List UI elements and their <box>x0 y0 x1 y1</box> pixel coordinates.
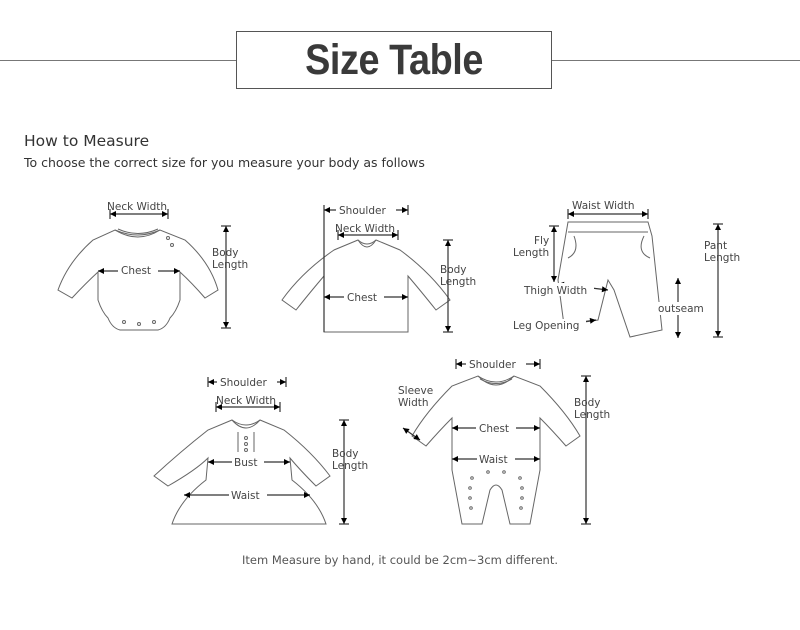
romper-outline <box>412 376 580 524</box>
romper-length-label: Length <box>574 409 611 421</box>
romper-chest-label: Chest <box>479 423 510 435</box>
bodysuit-chest-label: Chest <box>121 265 152 277</box>
how-to-measure-subtitle: To choose the correct size for you measure your body as follows <box>24 155 425 170</box>
tshirt-length-label: Length <box>440 276 477 288</box>
romper-width-label: Width <box>398 397 429 409</box>
dress-body-label: Body <box>332 448 359 460</box>
dress-outline <box>154 420 330 524</box>
tshirt-chest-label: Chest <box>347 292 378 304</box>
dress-waist-label: Waist <box>231 490 260 502</box>
pants-pant-label: Pant <box>704 240 728 252</box>
dress-body-length-arrow <box>339 420 349 524</box>
bodysuit-neck-width-label: Neck Width <box>107 201 168 213</box>
pants-thigh-width-label: Thigh Width <box>524 285 588 297</box>
romper-waist-label: Waist <box>479 454 508 466</box>
pants-fly-length-arrow <box>549 226 559 282</box>
pants-waist-width-label: Waist Width <box>572 200 635 212</box>
pants-pant-length-label: Length <box>704 252 741 264</box>
dress-bust-label: Bust <box>234 457 258 469</box>
tshirt-shoulder-label: Shoulder <box>339 205 386 217</box>
pants-fly-label: Fly <box>534 235 550 247</box>
romper-figure <box>398 357 610 524</box>
how-to-measure-heading: How to Measure <box>24 132 150 150</box>
dress-shoulder-label: Shoulder <box>220 377 267 389</box>
bodysuit-outline <box>58 229 218 330</box>
tshirt-figure <box>282 203 476 332</box>
tshirt-outline <box>282 240 450 332</box>
bodysuit-length-label: Length <box>212 259 249 271</box>
page-title: Size Table <box>305 35 483 84</box>
tshirt-neck-width-label: Neck Width <box>335 223 396 235</box>
bodysuit-body-length-arrow <box>221 226 231 328</box>
dress-neck-width-label: Neck Width <box>216 395 277 407</box>
pants-figure <box>512 200 740 338</box>
romper-shoulder-label: Shoulder <box>469 359 516 371</box>
pants-leg-opening-label: Leg Opening <box>513 320 580 332</box>
bodysuit-figure <box>58 201 248 330</box>
romper-body-label: Body <box>574 397 601 409</box>
tshirt-body-label: Body <box>440 264 467 276</box>
pants-outseam-label: outseam <box>658 303 704 315</box>
dress-length-label: Length <box>332 460 369 472</box>
romper-sleeve-label: Sleeve <box>398 385 434 397</box>
pants-fly-length-label: Length <box>513 247 550 259</box>
bodysuit-body-label: Body <box>212 247 239 259</box>
measurement-note: Item Measure by hand, it could be 2cm~3cm different. <box>241 553 559 567</box>
romper-sleeve-width-arrow <box>401 426 421 443</box>
dress-figure <box>154 375 368 524</box>
